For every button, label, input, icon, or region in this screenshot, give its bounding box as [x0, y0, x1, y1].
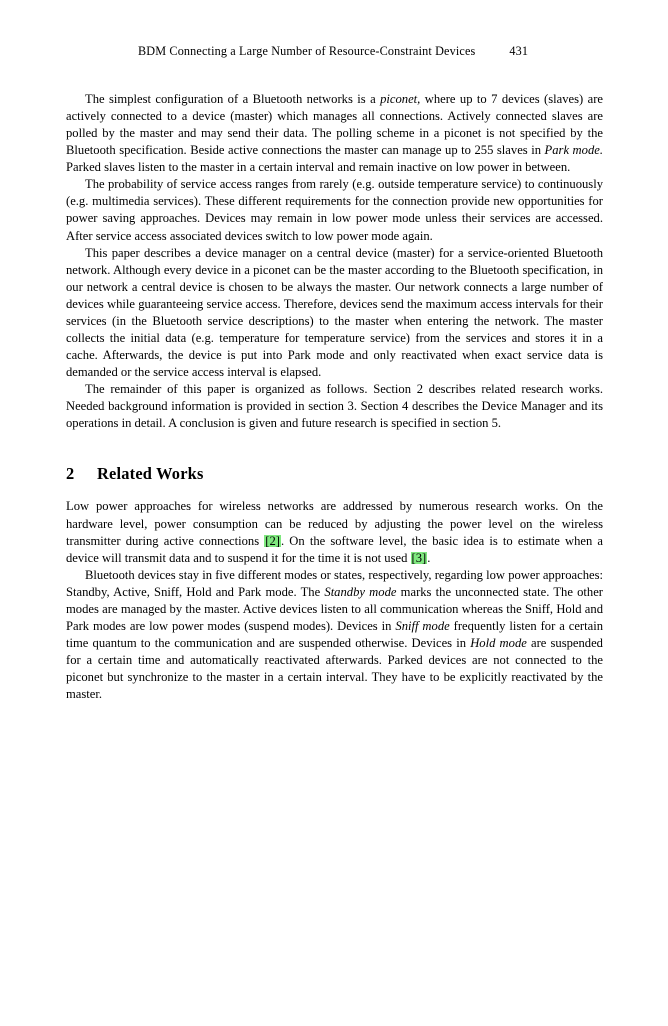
text-run: are suspended for a certain time and automatically reactivated afterwards. Parked devices are not connected to the piconet but synchronize to the master in a certain interval. They have to be explicitly reactivated by the master. [66, 635, 603, 702]
citation-link-2[interactable]: [2] [265, 533, 280, 548]
emphasis-sniff-mode: Sniff mode [395, 618, 450, 633]
running-head [66, 44, 602, 64]
section-title: Related Works [97, 464, 204, 484]
paragraph-service-access-probability: The probability of service access ranges from rarely (e.g. outside temperature service) to continuously (e.g. multimedia services). These different requirements for the connection provide new opportunities for power saving approaches. Devices may remain in low power mode unless their services are accessed. After service access associated devices switch to low power mode again. [66, 177, 603, 243]
section-heading-related-works [66, 463, 603, 485]
emphasis-park-mode: Park mode. [544, 143, 603, 158]
text-run: where up to 7 devices (slaves) are actively connected to a device (master) which manages all connections. Actively connected slaves are polled by the master and may send their data. The polling scheme in a piconet is not specified by the Bluetooth specification. Beside active connections the master can manage up to 255 slaves in [66, 92, 603, 158]
body-column [66, 91, 603, 703]
emphasis-standby-mode: Standby mode [324, 584, 397, 599]
text-run: Bluetooth devices stay in five different modes or states, respectively, regarding low power approaches: Standby, Active, Sniff, Hold and Park mode. The [66, 567, 603, 599]
citation-link-3[interactable]: [3] [411, 550, 427, 565]
paragraph-paper-outline: The remainder of this paper is organized as follows. Section 2 describes related research works. Needed background information is provided in section 3. Section 4 describes the Device Manager and its operations in detail. A conclusion is given and future research is specified in section 5. [66, 382, 603, 431]
paragraph-bluetooth-modes [66, 567, 603, 704]
paragraph-device-manager-description: This paper describes a device manager on a central device (master) for a service-oriented Bluetooth network. Although every device in a piconet can be the master according to the Bluetooth specification, in our network a central device is chosen to be always the master. Our network connects a large number of devices while guaranteeing service access. Therefore, devices send the maximum access intervals for their services (in the Bluetooth service descriptions) to the master when entering the network. The master collects the initial data (e.g. temperature for temperature service) from the services and stores it in a cache. Afterwards, the device is put into Park mode and only reactivated when exact service data is demanded or the service access interval is elapsed. [66, 245, 603, 379]
page-number: 431 [509, 44, 529, 58]
text-run: . On the software level, the basic idea is to estimate when a device will transmit data and to suspend it for the time it is not used [66, 533, 604, 565]
running-head-title: BDM Connecting a Large Number of Resource-Constraint Devices [138, 44, 476, 58]
text-run: Parked slaves listen to the master in a certain interval and remain inactive on low power in between. [66, 160, 571, 175]
text-run: marks the unconnected state. The other modes are managed by the master. Active devices listen to all communication whereas the Sniff, Hold and Park modes are low power modes (suspend modes). Devices in [66, 584, 604, 633]
text-run: The simplest configuration of a Bluetooth networks is a [85, 92, 381, 106]
text-run: . [427, 550, 431, 565]
text-run: Low power approaches for wireless networks are addressed by numerous research works. On the hardware level, power consumption can be reduced by adjusting the power level on the wireless transmitter during active connections [66, 499, 603, 548]
text-run: frequently listen for a certain time quantum to the communication and are suspended otherwise. Devices in [66, 618, 604, 650]
section-number: 2 [66, 464, 75, 484]
emphasis-hold-mode: Hold mode [470, 635, 527, 650]
paragraph-piconet-config [66, 91, 603, 176]
emphasis-piconet: piconet, [380, 92, 421, 106]
paragraph-low-power-approaches [66, 498, 603, 566]
